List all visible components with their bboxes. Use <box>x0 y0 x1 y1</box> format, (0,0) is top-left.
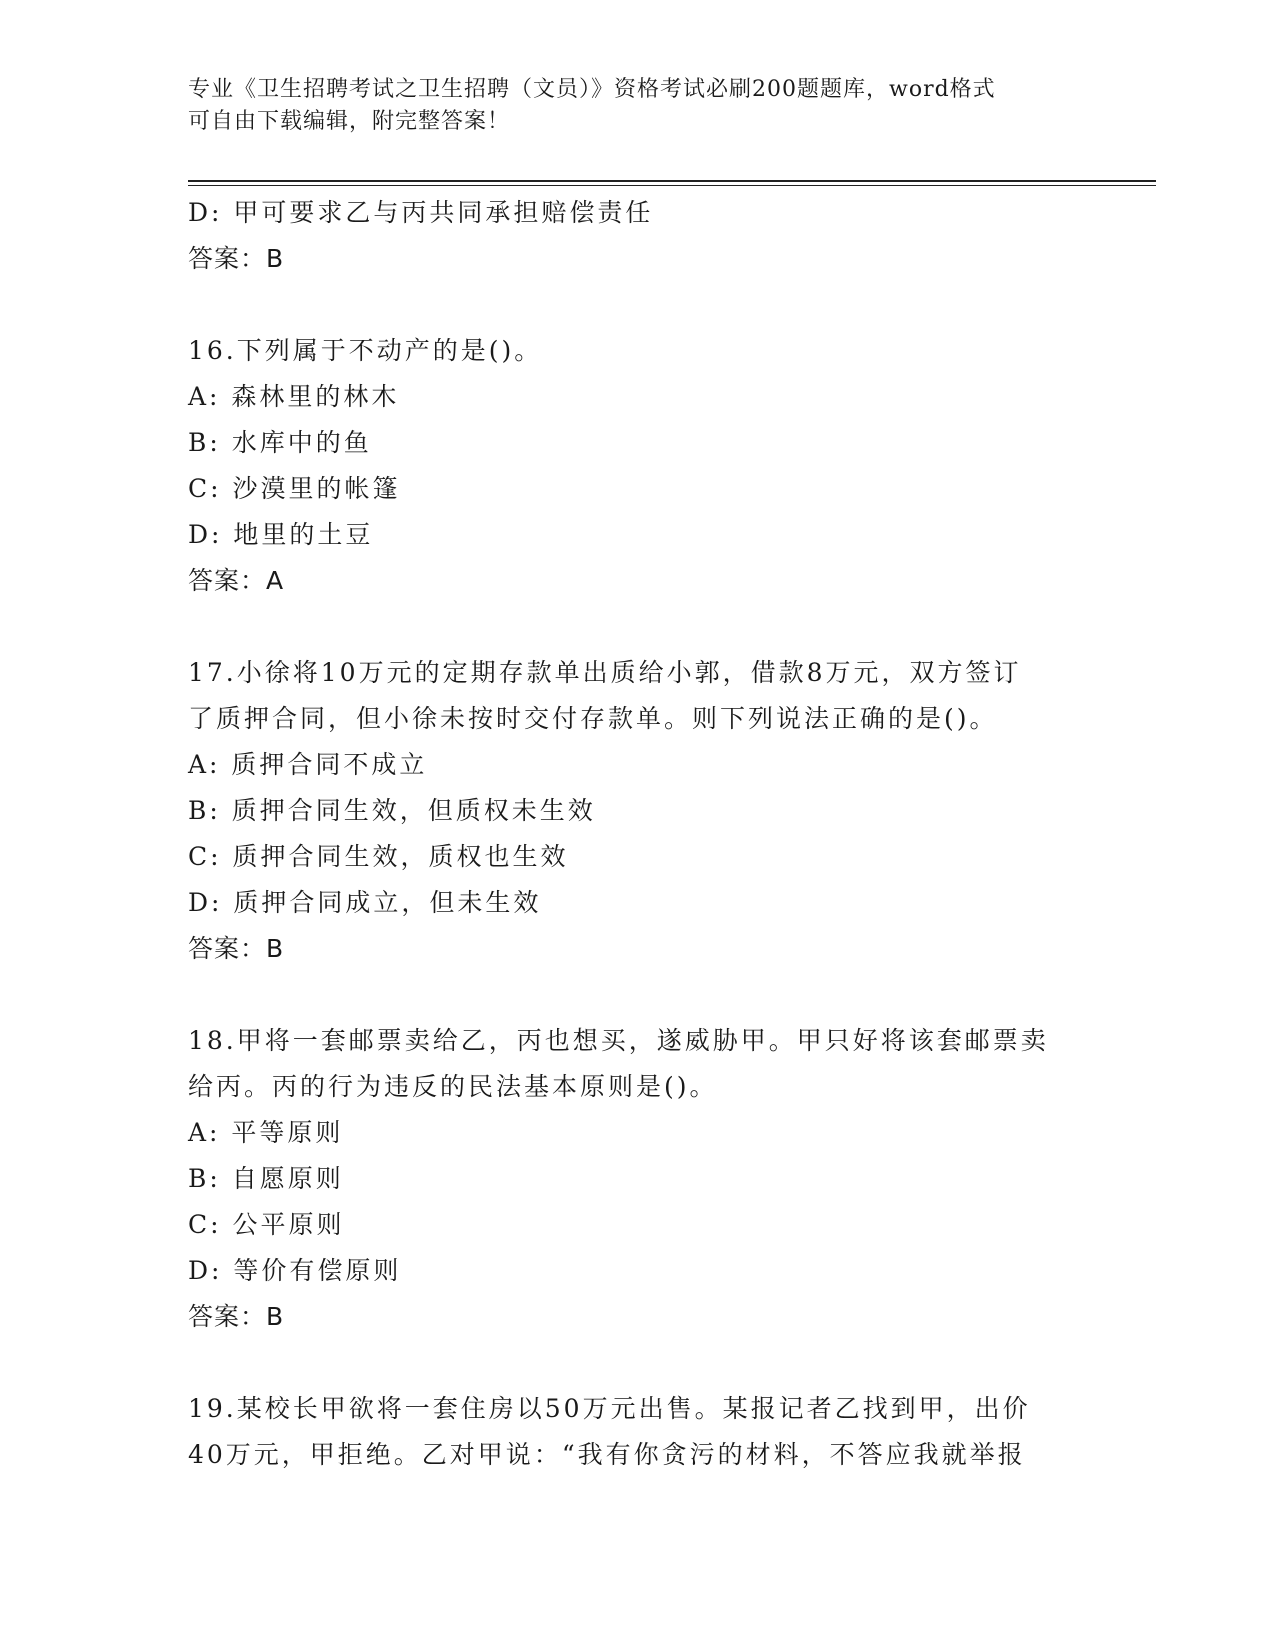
q17-option-c: C: 质押合同生效，质权也生效 <box>188 842 569 871</box>
spacer <box>188 282 1088 328</box>
q19-question-line-1: 19.某校长甲欲将一套住房以50万元出售。某报记者乙找到甲，出价 <box>188 1394 1031 1423</box>
prev-answer: 答案：B <box>188 244 285 273</box>
q17-question-line-2: 了质押合同，但小徐未按时交付存款单。则下列说法正确的是()。 <box>188 704 998 733</box>
q18-question-line-1: 18.甲将一套邮票卖给乙，丙也想买，遂威胁甲。甲只好将该套邮票卖 <box>188 1026 1049 1055</box>
spacer <box>188 1340 1088 1386</box>
q16-option-d: D: 地里的土豆 <box>188 520 374 549</box>
q18-option-c: C: 公平原则 <box>188 1210 345 1239</box>
header-rule-thick <box>188 180 1156 182</box>
q18-option-b: B: 自愿原则 <box>188 1164 344 1193</box>
q17-option-b: B: 质押合同生效，但质权未生效 <box>188 796 596 825</box>
header-line-2: 可自由下载编辑，附完整答案！ <box>188 109 511 134</box>
q16-option-c: C: 沙漠里的帐篷 <box>188 474 401 503</box>
document-body <box>188 190 1088 1478</box>
q17-option-d: D: 质押合同成立，但未生效 <box>188 888 542 917</box>
q16-answer: 答案：A <box>188 566 285 595</box>
q16-option-a: A: 森林里的林木 <box>188 382 400 411</box>
prev-option-d: D: 甲可要求乙与丙共同承担赔偿责任 <box>188 198 654 227</box>
q17-option-a: A: 质押合同不成立 <box>188 750 428 779</box>
q17-answer: 答案：B <box>188 934 285 963</box>
document-header <box>188 74 1088 138</box>
q18-option-d: D: 等价有偿原则 <box>188 1256 402 1285</box>
header-line-1: 专业《卫生招聘考试之卫生招聘（文员）》资格考试必刷200题题库，word格式 <box>188 77 996 102</box>
spacer <box>188 604 1088 650</box>
spacer <box>188 972 1088 1018</box>
q19-question-line-2: 40万元，甲拒绝。乙对甲说：“我有你贪污的材料，不答应我就举报 <box>188 1440 1026 1469</box>
q17-question-line-1: 17.小徐将10万元的定期存款单出质给小郭，借款8万元，双方签订 <box>188 658 1022 687</box>
q16-question: 16.下列属于不动产的是()。 <box>188 336 543 365</box>
q18-answer: 答案：B <box>188 1302 285 1331</box>
header-rule-thin <box>188 185 1156 186</box>
q18-option-a: A: 平等原则 <box>188 1118 344 1147</box>
q16-option-b: B: 水库中的鱼 <box>188 428 372 457</box>
q18-question-line-2: 给丙。丙的行为违反的民法基本原则是()。 <box>188 1072 718 1101</box>
